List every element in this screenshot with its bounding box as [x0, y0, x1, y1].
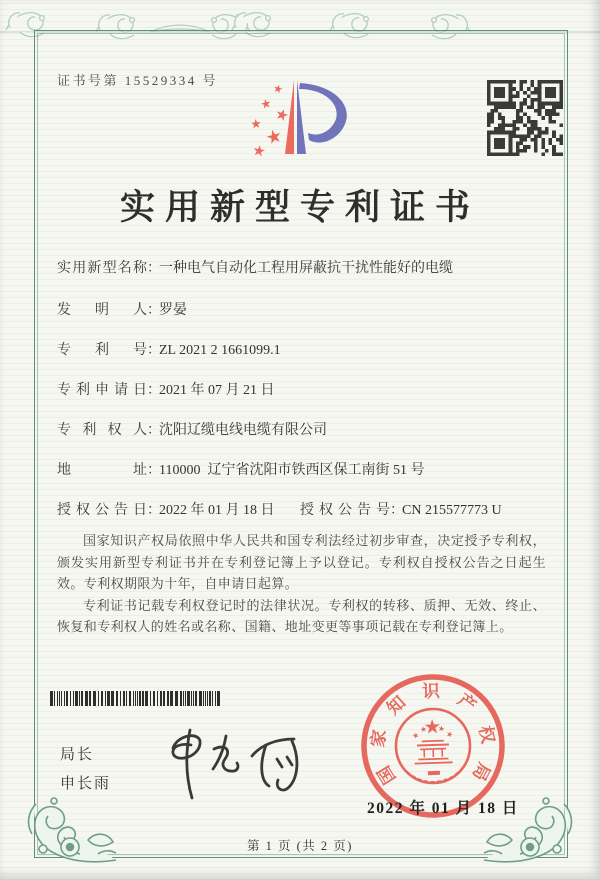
- field-label: 授权公告号: [300, 503, 390, 518]
- legal-paragraph-1: 国家知识产权局依照中华人民共和国专利法经过初步审查，决定授予专利权，颁发实用新型专利证书并在专利登记簿上予以登记。专利权自授权公告之日起生效。专利权期限为十年，自申请日起算。: [57, 533, 546, 591]
- field-label: 实用新型名称: [57, 261, 147, 276]
- field-label: 专利权人: [57, 423, 147, 438]
- bottom-left-ornament: [18, 754, 118, 864]
- field-value: 沈阳辽缆电线电缆有限公司: [159, 423, 327, 438]
- national-emblem-icon: [395, 708, 472, 785]
- barcode: [50, 691, 223, 706]
- seal-char: 产: [453, 689, 480, 716]
- field-row-patentee: [57, 419, 545, 439]
- officer-title: 局长: [60, 747, 95, 763]
- seal-char: 识: [421, 680, 441, 702]
- field-colon: ：: [147, 303, 161, 318]
- field-label: 发明人: [57, 303, 147, 318]
- field-label: 授权公告日: [57, 503, 147, 518]
- legal-paragraph-2: 专利证书记载专利权登记时的法律状况。专利权的转移、质押、无效、终止、恢复和专利权人的姓名或名称、国籍、地址变更等事项记载在专利登记簿上。: [57, 597, 546, 634]
- field-colon: ：: [147, 423, 161, 438]
- field-row-address: [57, 459, 545, 479]
- field-value: 110000 辽宁省沈阳市铁西区保工南街 51 号: [159, 463, 425, 478]
- field-label: 专利号: [57, 343, 147, 358]
- field-colon: ：: [390, 503, 404, 518]
- field-colon: ：: [147, 503, 161, 518]
- seal-char: 知: [382, 691, 410, 719]
- legal-text: [57, 530, 546, 638]
- field-colon: ：: [147, 343, 161, 358]
- page-number: 第 1 页 (共 2 页): [247, 839, 353, 853]
- field-colon: ：: [147, 463, 161, 478]
- signature: [148, 718, 323, 806]
- field-value: CN 215577773 U: [402, 503, 502, 518]
- field-value: 罗晏: [159, 303, 187, 318]
- cnipa-logo-icon: [228, 76, 378, 168]
- field-row-inventor: [57, 299, 545, 319]
- field-value: ZL 2021 2 1661099.1: [159, 343, 281, 358]
- seal-char: 局: [468, 759, 495, 785]
- field-row-patent-no: [57, 339, 545, 359]
- field-row-grant: [57, 499, 545, 519]
- field-colon: ：: [147, 261, 161, 276]
- field-row-filing-date: [57, 379, 545, 399]
- seal-date: 2022 年 01 月 18 日: [367, 800, 519, 817]
- qr-code: [487, 80, 563, 156]
- field-value: 2022 年 01 月 18 日: [159, 503, 275, 518]
- field-value: 2021 年 07 月 21 日: [159, 383, 275, 398]
- seal-char: 权: [475, 723, 499, 746]
- certificate-title: 实用新型专利证书: [119, 188, 480, 227]
- officer-name: 申长雨: [60, 776, 112, 792]
- field-colon: ：: [147, 383, 161, 398]
- seal-char: 国: [373, 762, 400, 788]
- seal-char: 家: [367, 728, 390, 749]
- field-label: 专利申请日: [57, 383, 147, 398]
- field-row-name: [57, 257, 545, 277]
- field-label: 地址: [57, 463, 147, 478]
- field-value: 一种电气自动化工程用屏蔽抗干扰性能好的电缆: [159, 261, 453, 276]
- certificate-number: 证书号第 15529334 号: [57, 73, 219, 88]
